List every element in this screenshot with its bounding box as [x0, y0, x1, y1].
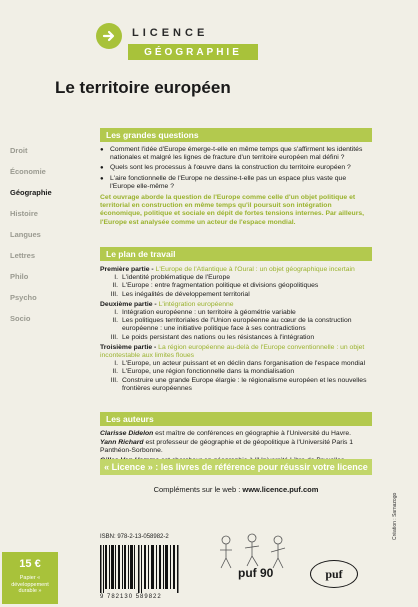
web-complements: Compléments sur le web : www.licence.puf.com	[153, 485, 319, 494]
price-box	[2, 552, 58, 604]
tab-philo: Philo	[10, 272, 29, 281]
tab-lettres: Lettres	[10, 251, 36, 260]
collection-tabs	[0, 140, 80, 329]
publisher-logo: puf	[310, 560, 358, 588]
question-item: ● Quels sont les processus à l'œuvre dans la construction du territoire européen ?	[100, 164, 351, 172]
bullet-icon: ●	[100, 147, 104, 153]
collection-tagline: « Licence » : les livres de référence pour réussir votre licence	[100, 459, 372, 475]
price: 15 €	[19, 558, 41, 570]
question-item: ● Comment l'idée d'Europe émerge-t-elle en même temps que s'affirment les identités nationales et malgré les lignes de fracture d'un territoire européen mal défini ?	[100, 146, 363, 162]
tab-psycho: Psycho	[10, 293, 37, 302]
paper-note: Papier « développement durable »	[11, 575, 49, 594]
plan-item: I. Intégration européenne : un territoire à géométrie variable	[114, 309, 296, 317]
plan-list	[100, 266, 372, 393]
plan-item: I. L'Europe, un acteur puissant et en déclin dans l'organisation de l'espace mondial	[114, 360, 366, 368]
plan-item: III. Le poids persistant des nations ou les résistances à l'intégration	[110, 333, 315, 341]
plan-item: II. L'Europe, une région fonctionnelle dans la mondialisation	[112, 368, 295, 376]
plan-heading: Le plan de travail	[100, 247, 372, 261]
isbn: ISBN: 978-2-13-058982-2	[100, 534, 169, 540]
plan-item: III. Les inégalités de développement territorial	[110, 290, 250, 298]
tab-socio: Socio	[10, 314, 31, 323]
web-link[interactable]: www.licence.puf.com	[242, 485, 319, 494]
tab-langues: Langues	[10, 230, 41, 239]
tab-geographie: Géographie	[10, 188, 52, 197]
barcode-icon	[100, 545, 180, 593]
questions-list	[100, 146, 372, 227]
plan-item: III. Construire une grande Europe élargie : le régionalisme européen et les nouvelles frontières européennes	[110, 376, 367, 392]
bullet-icon: ●	[100, 175, 104, 182]
plan-part-1: Première partie - L'Europe de l'Atlantique à l'Oural : un objet géographique incertain	[100, 266, 355, 273]
brand-licence: LICENCE	[132, 27, 209, 39]
plan-part-2: Deuxième partie - L'intégration européenne	[100, 300, 234, 308]
brand-arrow-icon	[96, 23, 122, 49]
book-title: Le territoire européen	[55, 78, 231, 97]
question-item: ● L'aire fonctionnelle de l'Europe ne dessine-t-elle pas un espace plus vaste que l'Europe elle-même ?	[100, 174, 347, 190]
questions-heading: Les grandes questions	[100, 128, 372, 142]
plan-item: II. L'Europe : entre fragmentation politique et divisions géopolitiques	[112, 282, 319, 290]
bullet-icon: ●	[100, 165, 104, 172]
author-entry: Yann Richard est professeur de géographie et de géopolitique à l'Université Paris 1 Panthéon-Sorbonne.	[100, 439, 354, 455]
anniversary-logo: puf 90	[238, 566, 274, 580]
barcode-number: 9 782130 589822	[100, 594, 162, 600]
summary-text: Cet ouvrage aborde la question de l'Europe comme celle d'un objet politique et territorial en construction en même temps qu'il poursuit son intégration économique, politique et sociale en dépit de fortes tensions internes. Par ailleurs, l'Europe est analysée comme un acteur de l'espace mondial.	[100, 194, 365, 226]
tab-economie: Économie	[10, 167, 46, 176]
brand-geographie: GÉOGRAPHIE	[128, 44, 258, 60]
tab-droit: Droit	[10, 146, 28, 155]
tab-histoire: Histoire	[10, 209, 38, 218]
plan-item: II. Les politiques territoriales de l'Union européenne au cœur de la construction européenne : une initiative politique face à ses contradictions	[112, 317, 352, 333]
authors-heading: Les auteurs	[100, 412, 372, 426]
author-entry: Clarisse Didelon est maître de conférences en géographie à l'Université du Havre.	[100, 430, 352, 437]
plan-item: I. L'identité problématique de l'Europe	[114, 274, 231, 282]
design-credit: Création : Sarnazogo	[392, 492, 398, 540]
plan-part-3: Troisième partie - La région européenne au-delà de l'Europe conventionnelle : un objet incontestable aux limites floues	[100, 343, 365, 360]
